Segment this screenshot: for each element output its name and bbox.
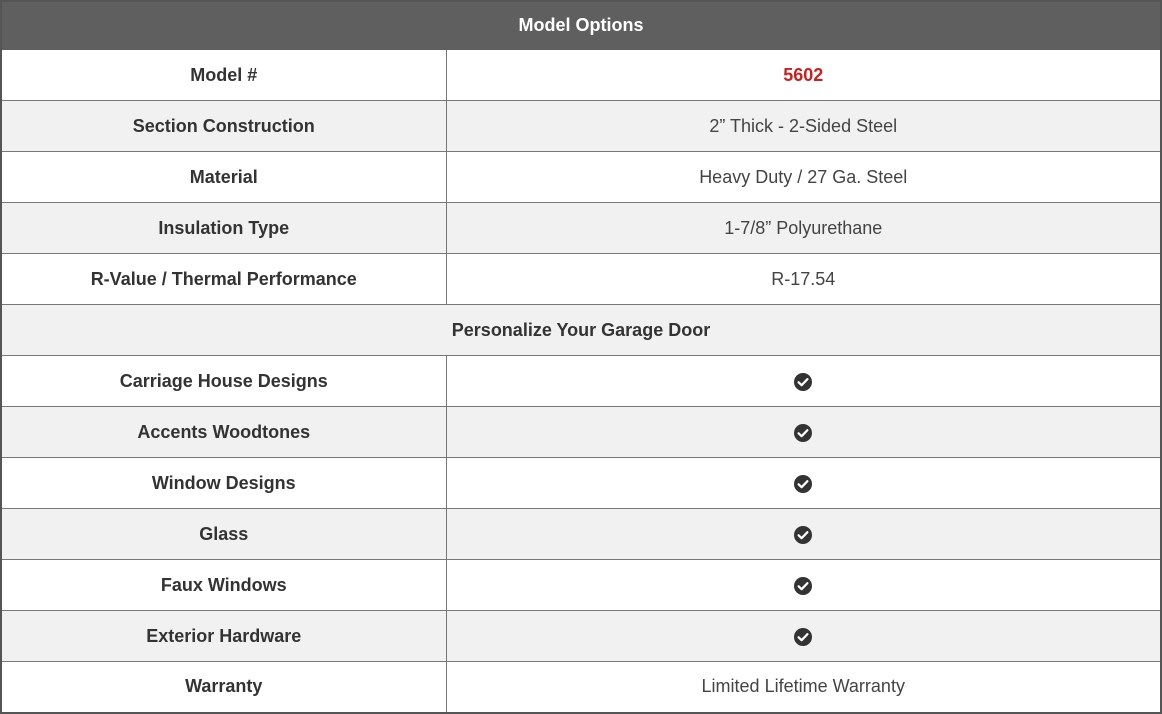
spec-label: Section Construction xyxy=(1,101,446,152)
option-row-glass xyxy=(1,509,1161,560)
spec-row-r-value xyxy=(1,254,1161,305)
option-availability xyxy=(446,407,1161,458)
table-title: Model Options xyxy=(1,1,1161,50)
warranty-value: Limited Lifetime Warranty xyxy=(446,662,1161,713)
personalize-section-row xyxy=(1,305,1161,356)
option-row-accents-woodtones xyxy=(1,407,1161,458)
spec-value: R-17.54 xyxy=(446,254,1161,305)
check-circle-icon xyxy=(794,526,812,544)
option-availability xyxy=(446,509,1161,560)
check-circle-icon xyxy=(794,373,812,391)
option-label: Accents Woodtones xyxy=(1,407,446,458)
spec-value: 1-7/8” Polyurethane xyxy=(446,203,1161,254)
spec-value: 2” Thick - 2-Sided Steel xyxy=(446,101,1161,152)
personalize-section-title: Personalize Your Garage Door xyxy=(1,305,1161,356)
spec-label: Insulation Type xyxy=(1,203,446,254)
option-availability xyxy=(446,458,1161,509)
model-number-value: 5602 xyxy=(446,50,1161,101)
warranty-row xyxy=(1,662,1161,713)
option-label: Exterior Hardware xyxy=(1,611,446,662)
spec-label: R-Value / Thermal Performance xyxy=(1,254,446,305)
option-availability xyxy=(446,560,1161,611)
option-row-exterior-hardware xyxy=(1,611,1161,662)
option-row-carriage-house-designs xyxy=(1,356,1161,407)
option-label: Glass xyxy=(1,509,446,560)
option-label: Carriage House Designs xyxy=(1,356,446,407)
check-circle-icon xyxy=(794,475,812,493)
spec-row-section-construction xyxy=(1,101,1161,152)
spec-label: Material xyxy=(1,152,446,203)
option-availability xyxy=(446,611,1161,662)
option-availability xyxy=(446,356,1161,407)
model-number-label: Model # xyxy=(1,50,446,101)
spec-row-material xyxy=(1,152,1161,203)
option-row-window-designs xyxy=(1,458,1161,509)
check-circle-icon xyxy=(794,577,812,595)
spec-row-insulation-type xyxy=(1,203,1161,254)
check-circle-icon xyxy=(794,628,812,646)
option-label: Window Designs xyxy=(1,458,446,509)
option-row-faux-windows xyxy=(1,560,1161,611)
warranty-label: Warranty xyxy=(1,662,446,713)
check-circle-icon xyxy=(794,424,812,442)
option-label: Faux Windows xyxy=(1,560,446,611)
spec-value: Heavy Duty / 27 Ga. Steel xyxy=(446,152,1161,203)
